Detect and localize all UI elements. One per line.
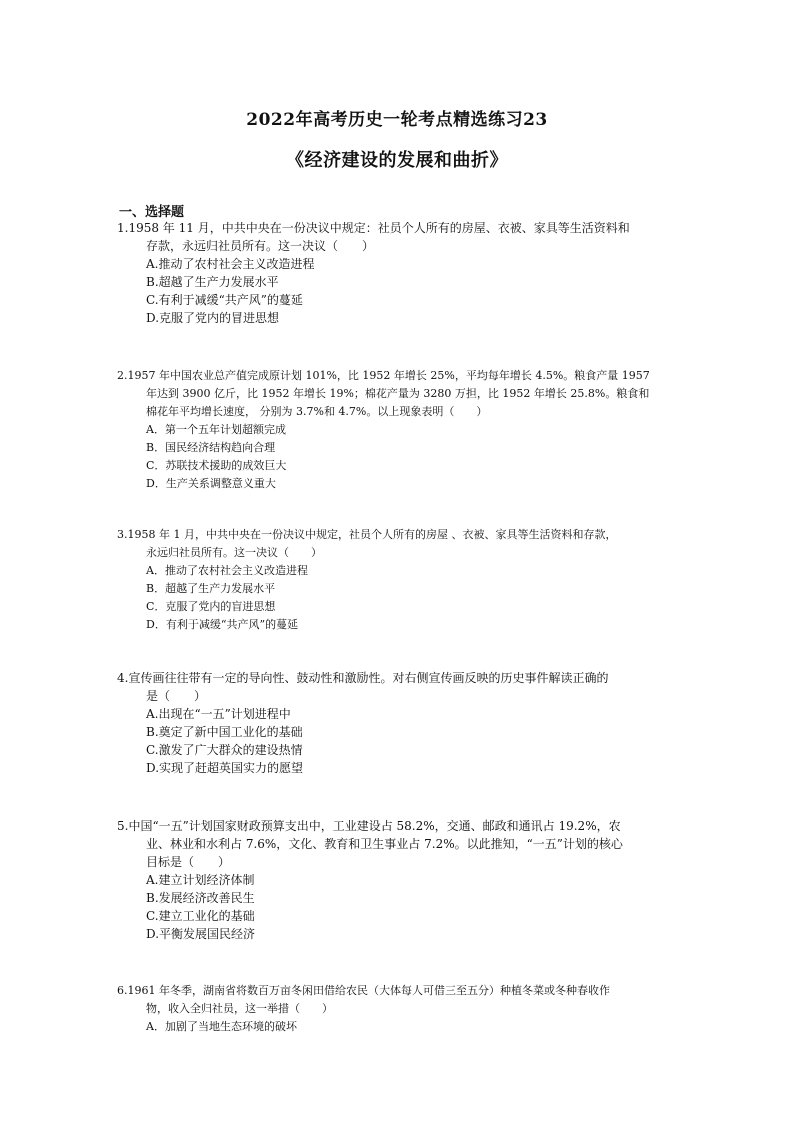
option-d: D．生产关系调整意义重大: [146, 477, 276, 490]
option-c: C.建立工业化的基础: [146, 909, 255, 923]
question-4: [117, 669, 702, 777]
option-b: B．国民经济结构趋向合理: [146, 441, 276, 454]
question-stem-line: 是（ ）: [146, 689, 207, 703]
option-d: D.平衡发展国民经济: [146, 927, 256, 941]
question-stem-line: 永远归社员所有。这一决议（ ）: [146, 546, 322, 559]
option-d: D.实现了赶超英国实力的愿望: [146, 761, 304, 775]
option-d: D.克服了党内的冒进思想: [146, 311, 280, 325]
option-b: B.奠定了新中国工业化的基础: [146, 725, 303, 739]
document-subtitle: 《经济建设的发展和曲折》: [286, 150, 508, 171]
option-d: D．有利于减缓“共产风”的蔓延: [146, 618, 299, 631]
option-c: C.有利于减缓“共产风”的蔓延: [146, 293, 303, 307]
question-2: [117, 367, 702, 493]
question-6: [117, 982, 702, 1036]
question-stem-line: 5.中国“一五”计划国家财政预算支出中，工业建设占 58.2%，交通、邮政和通讯占 19.2%，农: [117, 819, 621, 833]
option-a: A.出现在“一五”计划进程中: [146, 707, 291, 721]
option-b: B.发展经济改善民生: [146, 891, 255, 905]
question-stem-line: 存款，永远归社员所有。这一决议（ ）: [146, 239, 375, 253]
question-stem-line: 3.1958 年 1 月，中共中央在一份决议中规定，社员个人所有的房屋 、衣被、家具等生活资料和存款，: [117, 528, 617, 541]
option-a: A．推动了农村社会主义改造进程: [146, 564, 308, 577]
option-b: B．超越了生产力发展水平: [146, 582, 276, 595]
option-c: C．苏联技术援助的成效巨大: [146, 459, 287, 472]
option-a: A.推动了农村社会主义改造进程: [146, 257, 315, 271]
option-a: A．第一个五年计划超额完成: [146, 423, 286, 436]
option-a: A.建立计划经济体制: [146, 873, 255, 887]
question-3: [117, 526, 702, 634]
option-c: C.激发了广大群众的建设热情: [146, 743, 303, 757]
question-stem-line: 4.宣传画往往带有一定的导向性、鼓动性和激励性。对右侧宣传画反映的历史事件解读正确的: [117, 671, 609, 685]
question-stem-line: 目标是（ ）: [146, 855, 231, 869]
question-stem-line: 2.1957 年中国农业总产值完成原计划 101%，比 1952 年增长 25%，平均每年增长 4.5%。粮食产量 1957: [117, 369, 650, 382]
question-stem-line: 物，收入全归社员，这一举措（ ）: [146, 1002, 333, 1015]
question-1: [117, 219, 702, 327]
document-title: 2022年高考历史一轮考点精选练习23: [246, 110, 548, 130]
question-stem-line: 1.1958 年 11 月，中共中央在一份决议中规定：社员个人所有的房屋、衣被、家具等生活资料和: [117, 221, 630, 235]
option-c: C．克服了党内的盲进思想: [146, 600, 276, 613]
option-a: A．加剧了当地生态环境的破坏: [146, 1020, 297, 1033]
question-stem-line: 棉花年平均增长速度， 分别为 3.7%和 4.7%。以上现象表明（ ）: [146, 405, 488, 418]
question-stem-line: 业、林业和水利占 7.6%，文化、教育和卫生事业占 7.2%。以此推知，“一五”计划的核心: [146, 837, 623, 851]
question-5: [117, 817, 702, 943]
question-stem-line: 6.1961 年冬季，湖南省将数百万亩冬闲田借给农民（大体每人可借三至五分）种植冬菜或冬种春收作: [117, 984, 610, 997]
option-b: B.超越了生产力发展水平: [146, 275, 279, 289]
question-stem-line: 年达到 3900 亿斤，比 1952 年增长 19%；棉花产量为 3280 万担，比 1952 年增长 25.8%。粮食和: [146, 387, 650, 400]
section-heading: 一、选择题: [119, 205, 185, 220]
